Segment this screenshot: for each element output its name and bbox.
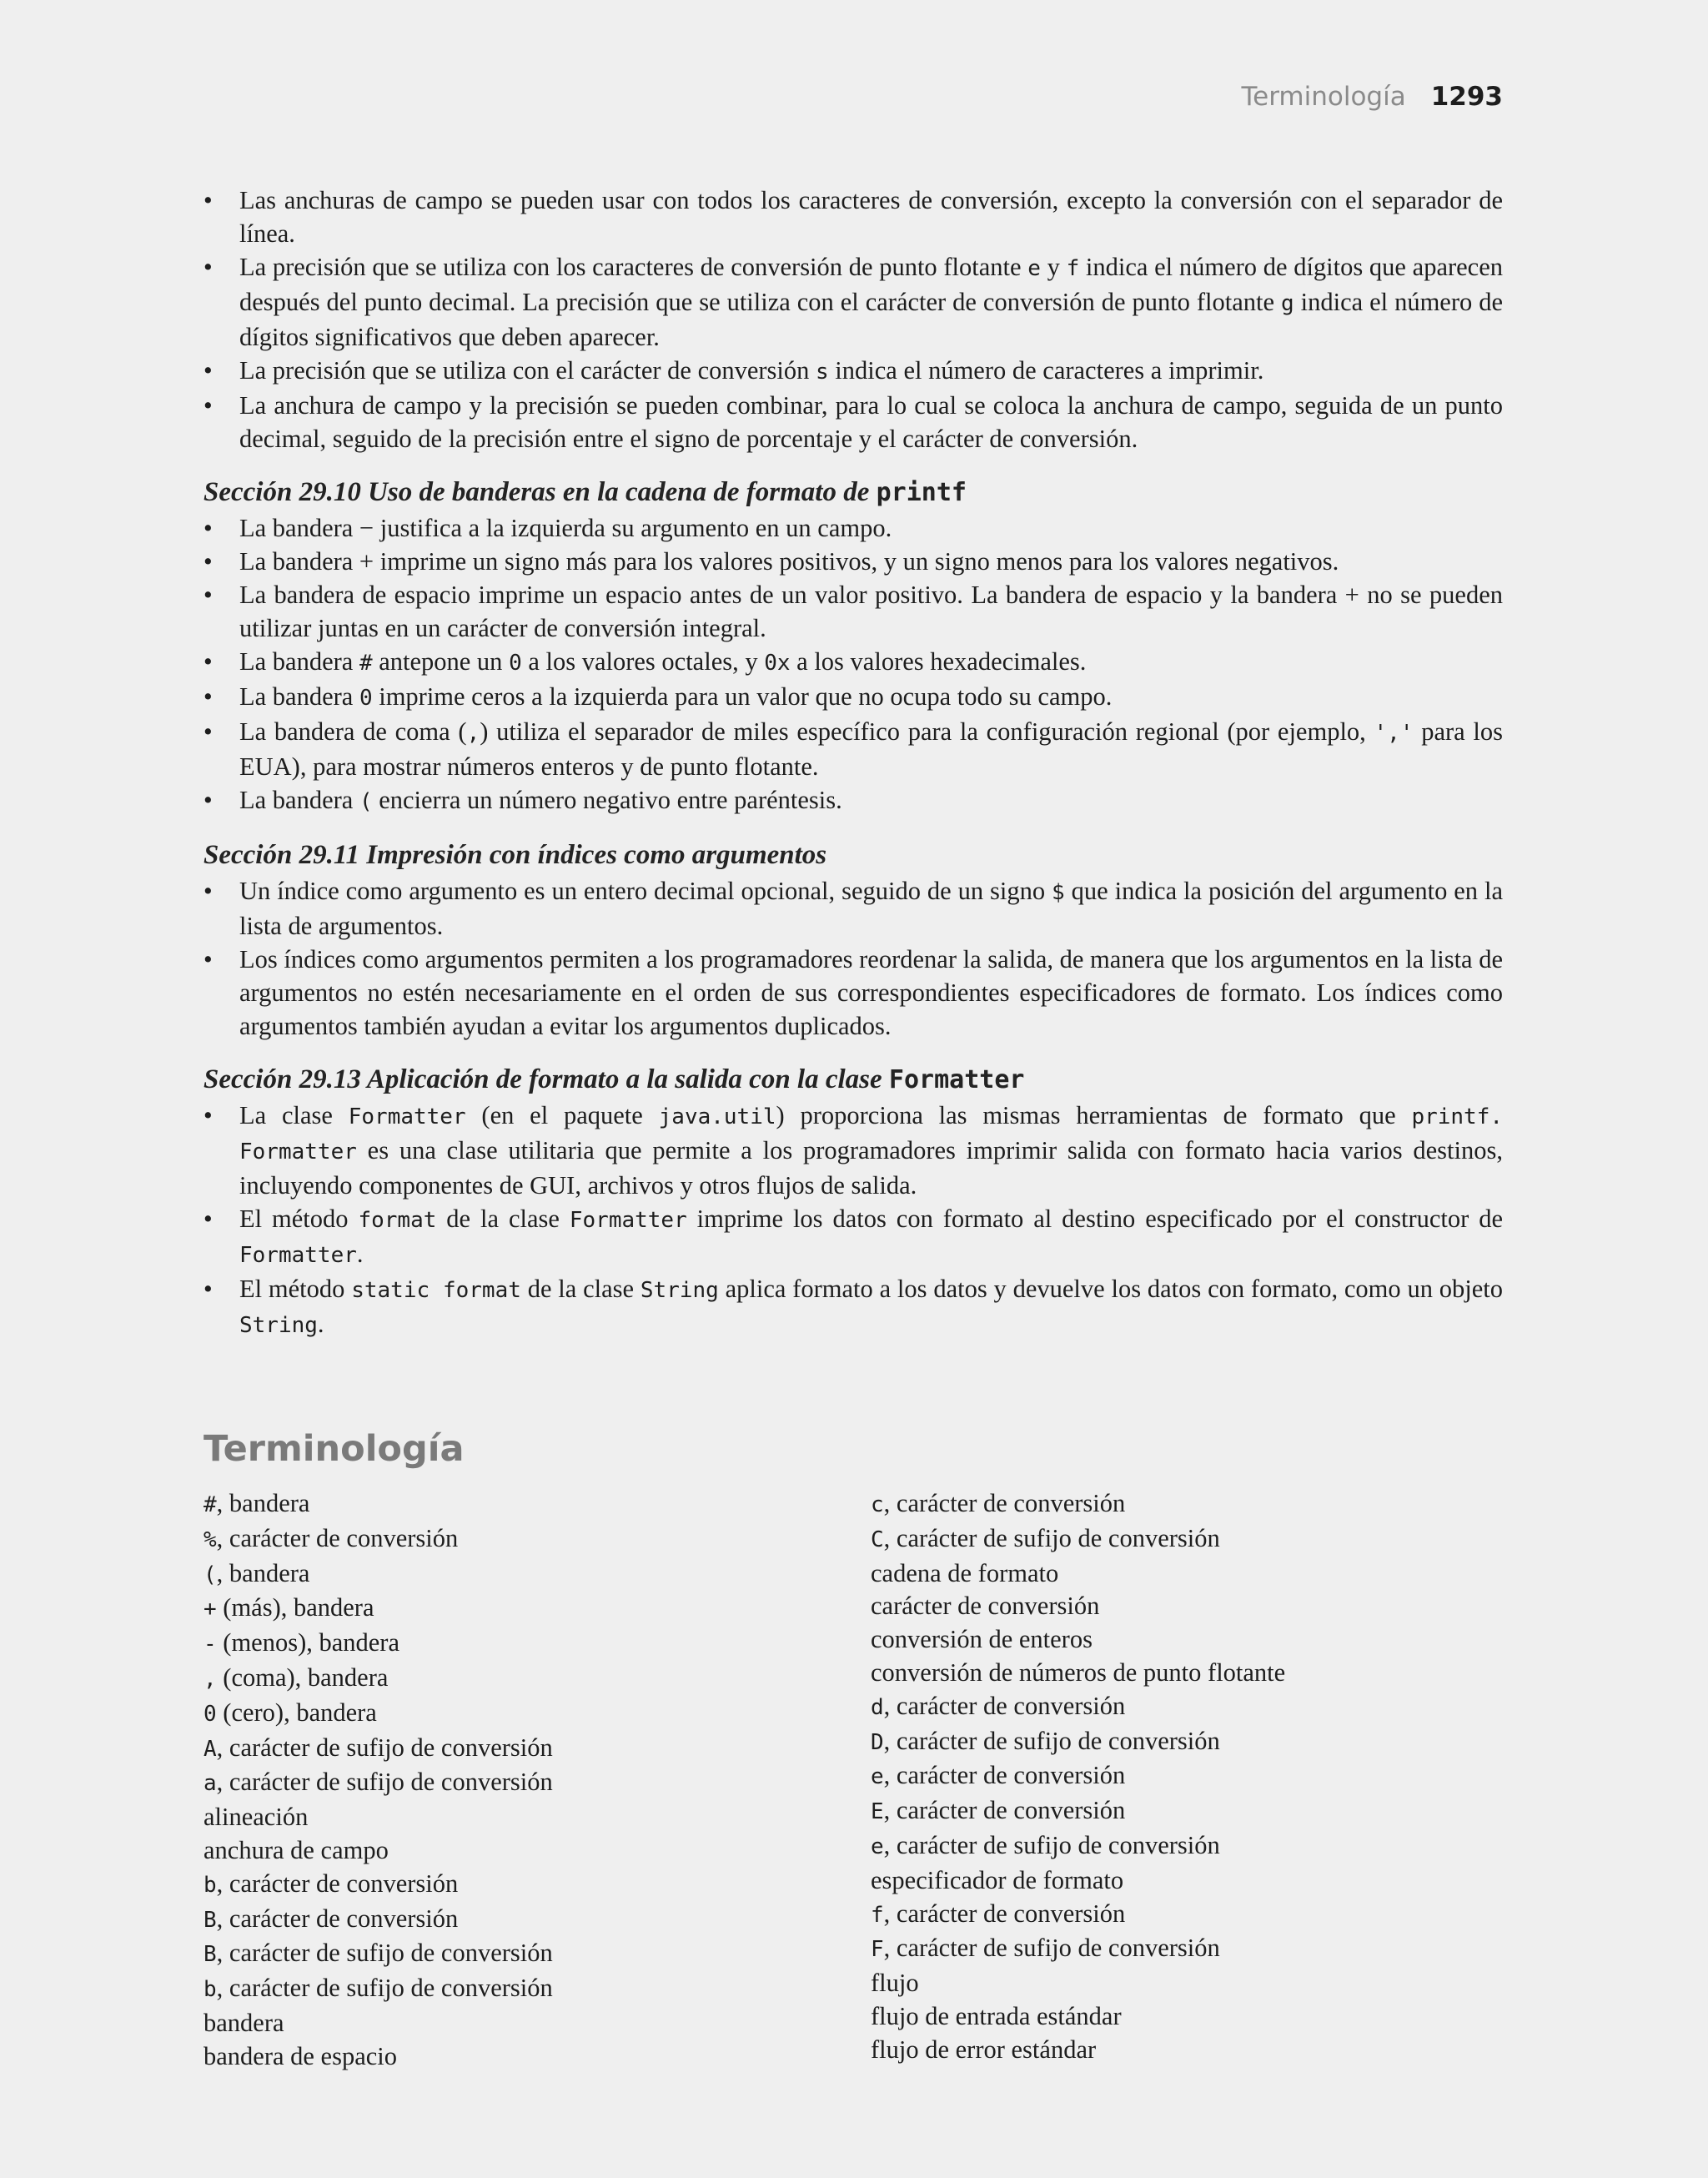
bullet-icon: • <box>203 514 213 542</box>
bullet-item <box>203 715 1503 783</box>
term-entry <box>203 1557 553 1592</box>
term-entry <box>203 1834 553 1868</box>
summary-content <box>203 184 1503 1342</box>
text-run: La bandera − justifica a la izquierda su argumento en un campo. <box>239 514 892 542</box>
text-run: que indica la posición del argumento en la lista de argumentos. <box>239 877 1503 940</box>
term-entry <box>203 1937 553 1972</box>
code-text: Formatter <box>239 1243 357 1268</box>
term-entry <box>871 1657 1285 1690</box>
term-entry <box>871 1932 1285 1967</box>
text-run: de la clase <box>520 1275 640 1303</box>
text-run: Los índices como argumentos permiten a los programadores reordenar la salida, de manera que los argumentos en la lista de argumentos no estén necesariamente en el orden de sus correspondientes especificadores de formato. Los índices como argumentos también ayudan a evitar los argumentos duplicados. <box>239 945 1503 1040</box>
text-run: , carácter de conversión <box>883 1691 1126 1720</box>
code-text: e <box>871 1764 884 1790</box>
text-run: bandera de espacio <box>203 2041 398 2070</box>
term-entry <box>871 1864 1285 1898</box>
text-run: , carácter de conversión <box>216 1904 459 1933</box>
text-run: especificador de formato <box>871 1865 1124 1894</box>
code-text: - <box>203 1632 217 1657</box>
text-run: encierra un número negativo entre paréntesis. <box>372 786 842 814</box>
text-run: aplica formato a los datos y devuelve los datos con formato, como un objeto <box>718 1275 1504 1303</box>
term-entry <box>871 2000 1285 2034</box>
code-text: s <box>816 360 829 385</box>
text-run: , carácter de conversión <box>883 1796 1126 1825</box>
code-text: % <box>203 1527 217 1552</box>
text-run: , carácter de conversión <box>883 1899 1126 1928</box>
term-entry <box>871 2034 1285 2067</box>
intro-bullet-list <box>203 184 1503 455</box>
text-run: . <box>356 1240 364 1268</box>
term-entry <box>871 1725 1285 1760</box>
term-entry <box>203 1868 553 1903</box>
bullet-icon: • <box>203 186 213 214</box>
term-entry <box>203 2007 553 2040</box>
code-text: b <box>203 1872 217 1898</box>
term-entry <box>203 1592 553 1627</box>
term-entry <box>871 1522 1285 1557</box>
section-heading <box>203 474 1503 511</box>
text-run: indica el número de dígitos que aparecen después del punto decimal. La precisión que se utiliza con el carácter de conversión de punto flotante <box>239 253 1504 316</box>
bullet-icon: • <box>203 877 213 905</box>
text-run: , carácter de sufijo de conversión <box>216 1974 553 2003</box>
term-entry <box>871 1487 1285 1522</box>
bullet-icon: • <box>203 647 213 676</box>
text-run: cadena de formato <box>871 1558 1059 1587</box>
code-text: $ <box>1052 880 1065 905</box>
code-text: a <box>203 1771 217 1797</box>
bullet-item <box>203 645 1503 680</box>
code-text: E <box>871 1799 884 1825</box>
text-run: ) utiliza el separador de miles específico para la configuración regional (por ejemplo, <box>480 717 1374 746</box>
text-run: , carácter de sufijo de conversión <box>216 1939 553 1968</box>
term-entry <box>203 1487 553 1522</box>
text-run: flujo de entrada estándar <box>871 2001 1122 2030</box>
text-run: La clase <box>239 1101 349 1129</box>
text-run: alineación <box>203 1803 309 1832</box>
term-entry <box>871 1690 1285 1725</box>
section-29-10 <box>203 474 1503 818</box>
text-run: bandera <box>203 2008 284 2037</box>
text-run: , carácter de sufijo de conversión <box>883 1523 1220 1552</box>
code-text: c <box>871 1492 884 1517</box>
text-run: y <box>1040 253 1067 281</box>
section-bullet-list <box>203 511 1503 818</box>
bullet-icon: • <box>203 1205 213 1233</box>
term-entry <box>871 1623 1285 1657</box>
text-run: indica el número de caracteres a imprimir. <box>828 356 1264 385</box>
code-text: # <box>203 1492 217 1517</box>
term-entry <box>871 1557 1285 1591</box>
text-run: ) proporciona las mismas herramientas de formato que <box>776 1101 1412 1129</box>
code-text: A <box>203 1736 217 1762</box>
text-run: (cero), bandera <box>216 1698 377 1727</box>
term-entry <box>203 1903 553 1938</box>
bullet-item <box>203 943 1503 1043</box>
text-run: Las anchuras de campo se pueden usar con todos los caracteres de conversión, excepto la conversión con el separador de línea. <box>239 186 1503 248</box>
text-run: , carácter de sufijo de conversión <box>216 1733 553 1762</box>
text-run: La bandera de espacio imprime un espacio antes de un valor positivo. La bandera de espacio y la bandera + no se pueden utilizar juntas en un carácter de conversión integral. <box>239 581 1503 642</box>
text-run: es una clase utilitaria que permite a los programadores imprimir salida con formato hacia varios destinos, incluyendo componentes de GUI, archivos y otros flujos de salida. <box>239 1136 1503 1200</box>
code-text: String <box>640 1278 719 1303</box>
text-run: (en el paquete <box>465 1101 659 1129</box>
bullet-icon: • <box>203 391 213 420</box>
code-text: static format <box>351 1278 521 1303</box>
term-entry <box>203 1697 553 1732</box>
code-text: printf. Formatter <box>239 1104 1504 1164</box>
text-run: El método <box>239 1205 359 1233</box>
code-text: e <box>1027 256 1041 281</box>
terminology-column-left <box>203 1487 553 2074</box>
text-run: La bandera de coma ( <box>239 717 467 746</box>
text-run: , bandera <box>216 1558 310 1587</box>
term-entry <box>871 1898 1285 1933</box>
bullet-item <box>203 578 1503 645</box>
text-run: , carácter de sufijo de conversión <box>216 1768 553 1797</box>
code-text: ( <box>203 1562 217 1587</box>
running-head <box>1241 82 1503 112</box>
bullet-icon: • <box>203 547 213 576</box>
term-entry <box>871 1829 1285 1864</box>
section-29-11 <box>203 837 1503 1043</box>
text-run: a los valores octales, y <box>521 647 765 676</box>
text-run: La bandera <box>239 647 359 676</box>
text-run: antepone un <box>372 647 510 676</box>
code-text: Formatter <box>348 1104 466 1129</box>
section-heading-text: Sección 29.11 Impresión con índices como argumentos <box>203 840 827 870</box>
text-run: Un índice como argumento es un entero decimal opcional, seguido de un signo <box>239 877 1052 905</box>
text-run: La precisión que se utiliza con el carácter de conversión <box>239 356 816 385</box>
bullet-item <box>203 1202 1503 1272</box>
term-entry <box>871 1759 1285 1794</box>
text-run: carácter de conversión <box>871 1592 1100 1621</box>
text-run: La bandera + imprime un signo más para los valores positivos, y un signo menos para los valores negativos. <box>239 547 1339 576</box>
bullet-icon: • <box>203 682 213 711</box>
text-run: a los valores hexadecimales. <box>790 647 1087 676</box>
section-heading-code: Formatter <box>888 1065 1025 1094</box>
term-entry <box>871 1794 1285 1829</box>
bullet-icon: • <box>203 1101 213 1129</box>
terminology-column-right <box>871 1487 1285 2067</box>
text-run: para los EUA), para mostrar números enteros y de punto flotante. <box>239 717 1504 781</box>
text-run: , carácter de conversión <box>883 1489 1126 1517</box>
code-text: Formatter <box>569 1208 687 1233</box>
code-text: , <box>203 1666 217 1692</box>
bullet-icon: • <box>203 786 213 814</box>
section-heading-code: printf <box>876 478 967 507</box>
bullet-item <box>203 389 1503 455</box>
text-run: , bandera <box>216 1489 310 1517</box>
term-entry <box>203 1662 553 1697</box>
bullet-icon: • <box>203 945 213 973</box>
text-run: imprime ceros a la izquierda para un valor que no ocupa todo su campo. <box>372 682 1113 711</box>
code-text: g <box>1281 291 1294 316</box>
text-run: , carácter de sufijo de conversión <box>883 1830 1220 1859</box>
code-text: , <box>466 721 480 746</box>
code-text: 0x <box>764 651 791 676</box>
bullet-item <box>203 680 1503 715</box>
section-bullet-list <box>203 874 1503 1043</box>
code-text: b <box>203 1977 217 2003</box>
code-text: e <box>871 1833 884 1859</box>
text-run: , carácter de sufijo de conversión <box>883 1934 1220 1963</box>
bullet-item <box>203 184 1503 250</box>
bullet-icon: • <box>203 1275 213 1303</box>
code-text: B <box>203 1942 217 1968</box>
bullet-item <box>203 874 1503 943</box>
code-text: f <box>871 1902 884 1928</box>
code-text: C <box>871 1527 884 1552</box>
term-entry <box>871 1967 1285 2000</box>
bullet-icon: • <box>203 253 213 281</box>
bullet-icon: • <box>203 717 213 746</box>
code-text: java.util <box>658 1104 776 1129</box>
text-run: (más), bandera <box>216 1593 374 1622</box>
code-text: 0 <box>509 651 522 676</box>
section-heading-text: Sección 29.10 Uso de banderas en la cadena de formato de <box>203 477 877 507</box>
text-run: , carácter de conversión <box>216 1869 459 1898</box>
code-text: format <box>358 1208 437 1233</box>
page-number: 1293 <box>1430 82 1503 112</box>
term-entry <box>871 1590 1285 1623</box>
section-heading <box>203 837 1503 874</box>
text-run: . <box>317 1310 324 1338</box>
code-text: # <box>359 651 373 676</box>
text-run: conversión de enteros <box>871 1625 1093 1654</box>
code-text: f <box>1066 256 1080 281</box>
terminology-heading: Terminología <box>203 1428 465 1470</box>
text-run: (menos), bandera <box>216 1628 399 1657</box>
bullet-item <box>203 1272 1503 1342</box>
code-text: String <box>239 1313 318 1338</box>
term-entry <box>203 1627 553 1662</box>
term-entry <box>203 1766 553 1801</box>
running-head-section: Terminología <box>1241 82 1406 112</box>
text-run: conversión de números de punto flotante <box>871 1657 1286 1687</box>
bullet-icon: • <box>203 581 213 609</box>
code-text: 0 <box>203 1701 217 1727</box>
code-text: B <box>203 1907 217 1933</box>
bullet-item <box>203 354 1503 389</box>
text-run: (coma), bandera <box>216 1662 389 1692</box>
text-run: indica el número de dígitos significativos que deben aparecer. <box>239 288 1503 351</box>
code-text: d <box>871 1694 884 1720</box>
code-text: + <box>203 1597 217 1622</box>
term-entry <box>203 1801 553 1834</box>
term-entry <box>203 1972 553 2007</box>
text-run: , carácter de conversión <box>216 1523 459 1552</box>
text-run: , carácter de sufijo de conversión <box>883 1726 1220 1755</box>
section-heading-text: Sección 29.13 Aplicación de formato a la salida con la clase <box>203 1064 889 1094</box>
text-run: La precisión que se utiliza con los caracteres de conversión de punto flotante <box>239 253 1028 281</box>
bullet-item <box>203 511 1503 545</box>
section-29-13 <box>203 1061 1503 1342</box>
text-run: La bandera <box>239 786 359 814</box>
code-text: ( <box>359 789 373 814</box>
bullet-item <box>203 545 1503 578</box>
code-text: F <box>871 1937 884 1963</box>
section-heading <box>203 1061 1503 1099</box>
code-text: 0 <box>359 686 373 711</box>
text-run: El método <box>239 1275 352 1303</box>
text-run: La anchura de campo y la precisión se pueden combinar, para lo cual se coloca la anchura de campo, seguida de un punto decimal, seguido de la precisión entre el signo de porcentaje y el carácter de conversión. <box>239 391 1503 453</box>
term-entry <box>203 1732 553 1767</box>
text-run: anchura de campo <box>203 1835 389 1864</box>
term-entry <box>203 2040 553 2074</box>
section-bullet-list <box>203 1099 1503 1342</box>
term-entry <box>203 1522 553 1557</box>
bullet-item <box>203 783 1503 818</box>
text-run: , carácter de conversión <box>883 1761 1126 1790</box>
text-run: de la clase <box>436 1205 570 1233</box>
bullet-icon: • <box>203 356 213 385</box>
text-run: imprime los datos con formato al destino especificado por el constructor de <box>686 1205 1503 1233</box>
bullet-item <box>203 1099 1503 1202</box>
text-run: flujo <box>871 1969 919 1998</box>
text-run: flujo de error estándar <box>871 2035 1097 2064</box>
code-text: ',' <box>1374 721 1414 746</box>
bullet-item <box>203 250 1503 354</box>
text-run: La bandera <box>239 682 359 711</box>
code-text: D <box>871 1729 884 1755</box>
